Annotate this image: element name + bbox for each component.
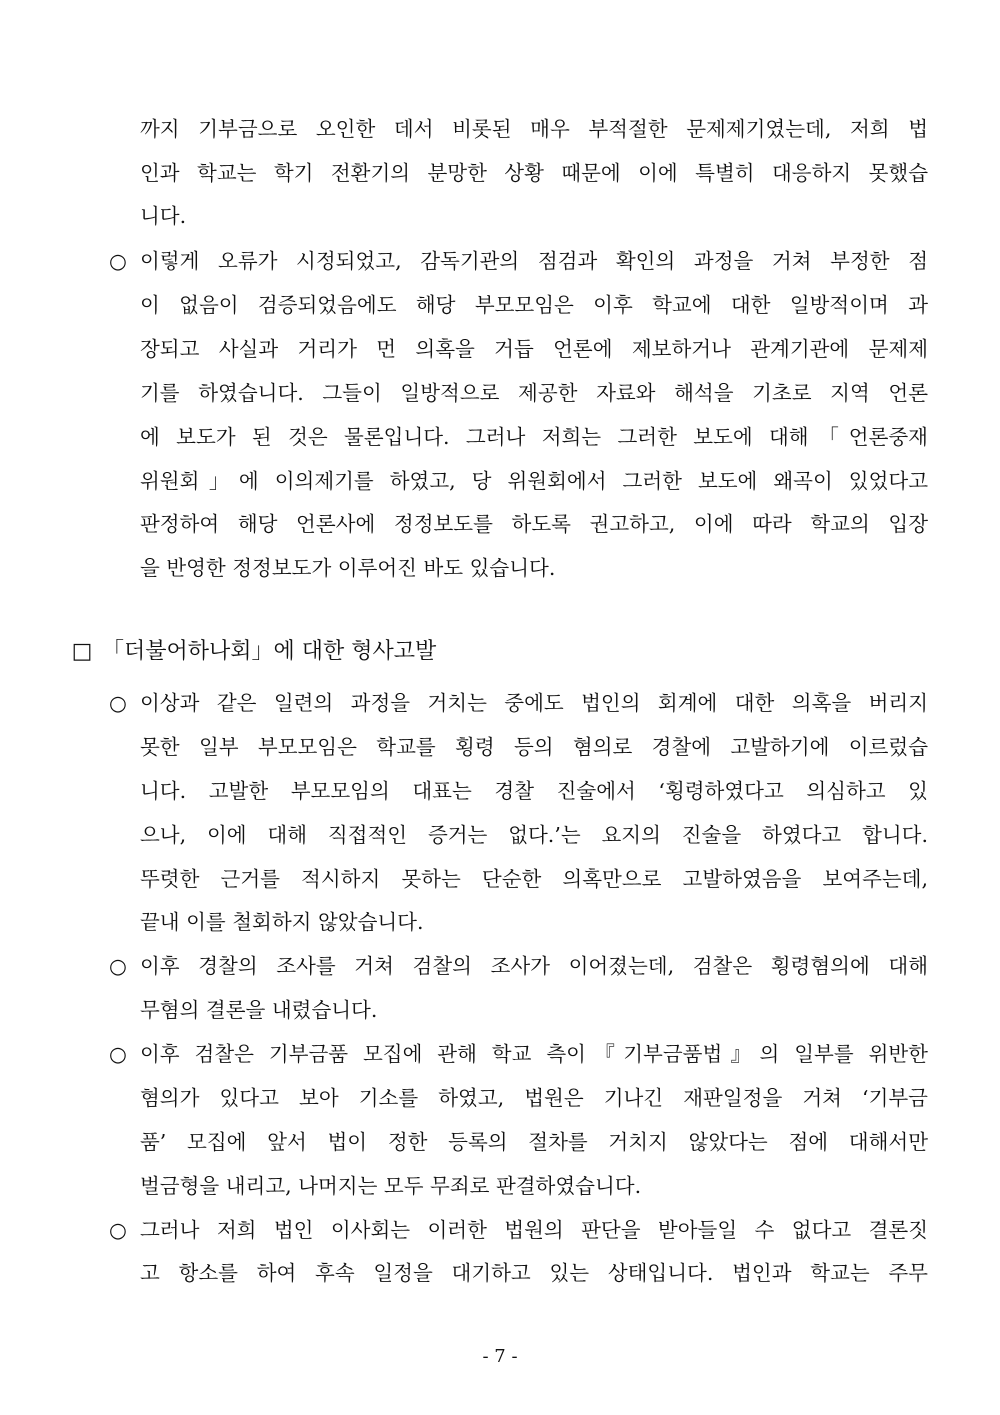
circle-bullet-icon: ○ (109, 1218, 127, 1242)
text-line: 끝내 이를 철회하지 않았습니다. (140, 910, 424, 934)
text-line: 위원회」에 이의제기를 하였고, 당 위원회에서 그러한 보도에 왜곡이 있었다고 (140, 469, 928, 493)
text-line: 판정하여 해당 언론사에 정정보도를 하도록 권고하고, 이에 따라 학교의 입장 (140, 512, 928, 536)
section-title: 「더불어하나회」에 대한 형사고발 (102, 639, 437, 664)
text-line: 인과 학교는 학기 전환기의 분망한 상황 때문에 이에 특별히 대응하지 못했습 (140, 161, 928, 185)
text-line: 이상과 같은 일련의 과정을 거치는 중에도 법인의 회계에 대한 의혹을 버리지 (140, 691, 928, 715)
square-box-icon: □ (71, 639, 93, 664)
text-line: 뚜렷한 근거를 적시하지 못하는 단순한 의혹만으로 고발하였음을 보여주는데, (140, 867, 928, 891)
text-line: 혐의가 있다고 보아 기소를 하였고, 법원은 기나긴 재판일정을 거쳐 ‘기부금 (140, 1086, 928, 1110)
text-line: 이렇게 오류가 시정되었고, 감독기관의 점검과 확인의 과정을 거쳐 부정한 점 (140, 249, 928, 273)
text-line: 이 없음이 검증되었음에도 해당 부모모임은 이후 학교에 대한 일방적이며 과 (140, 293, 928, 317)
text-line: 에 보도가 된 것은 물론입니다. 그러나 저희는 그러한 보도에 대해「언론중재 (140, 425, 928, 449)
text-line: 을 반영한 정정보도가 이루어진 바도 있습니다. (140, 556, 556, 580)
text-line: 고 항소를 하여 후속 일정을 대기하고 있는 상태입니다. 법인과 학교는 주무 (140, 1261, 928, 1285)
circle-bullet-icon: ○ (109, 691, 127, 715)
text-line: 못한 일부 부모모임은 학교를 횡령 등의 혐의로 경찰에 고발하기에 이르렀습 (140, 735, 928, 759)
text-line: 기를 하였습니다. 그들이 일방적으로 제공한 자료와 해석을 기초로 지역 언론 (140, 381, 928, 405)
circle-bullet-icon: ○ (109, 249, 127, 273)
text-line: 까지 기부금으로 오인한 데서 비롯된 매우 부적절한 문제제기였는데, 저희 법 (140, 117, 928, 141)
text-line: 무혐의 결론을 내렸습니다. (140, 998, 378, 1022)
circle-bullet-icon: ○ (109, 1042, 127, 1066)
circle-bullet-icon: ○ (109, 954, 127, 978)
text-line: 니다. (140, 204, 187, 228)
text-line: 이후 경찰의 조사를 거쳐 검찰의 조사가 이어졌는데, 검찰은 횡령혐의에 대해 (140, 954, 928, 978)
page-number: - 7 - (482, 1346, 518, 1367)
text-line: 이후 검찰은 기부금품 모집에 관해 학교 측이『기부금품법』의 일부를 위반한 (140, 1042, 928, 1066)
text-line: 벌금형을 내리고, 나머지는 모두 무죄로 판결하였습니다. (140, 1174, 642, 1198)
text-line: 장되고 사실과 거리가 먼 의혹을 거듭 언론에 제보하거나 관계기관에 문제제 (140, 337, 928, 361)
text-line: 품’ 모집에 앞서 법이 정한 등록의 절차를 거치지 않았다는 점에 대해서만 (140, 1130, 928, 1154)
text-line: 으나, 이에 대해 직접적인 증거는 없다.’는 요지의 진술을 하였다고 합니다. (140, 823, 928, 847)
text-line: 니다. 고발한 부모모임의 대표는 경찰 진술에서 ‘횡령하였다고 의심하고 있 (140, 779, 928, 803)
text-line: 그러나 저희 법인 이사회는 이러한 법원의 판단을 받아들일 수 없다고 결론짓 (140, 1218, 928, 1242)
